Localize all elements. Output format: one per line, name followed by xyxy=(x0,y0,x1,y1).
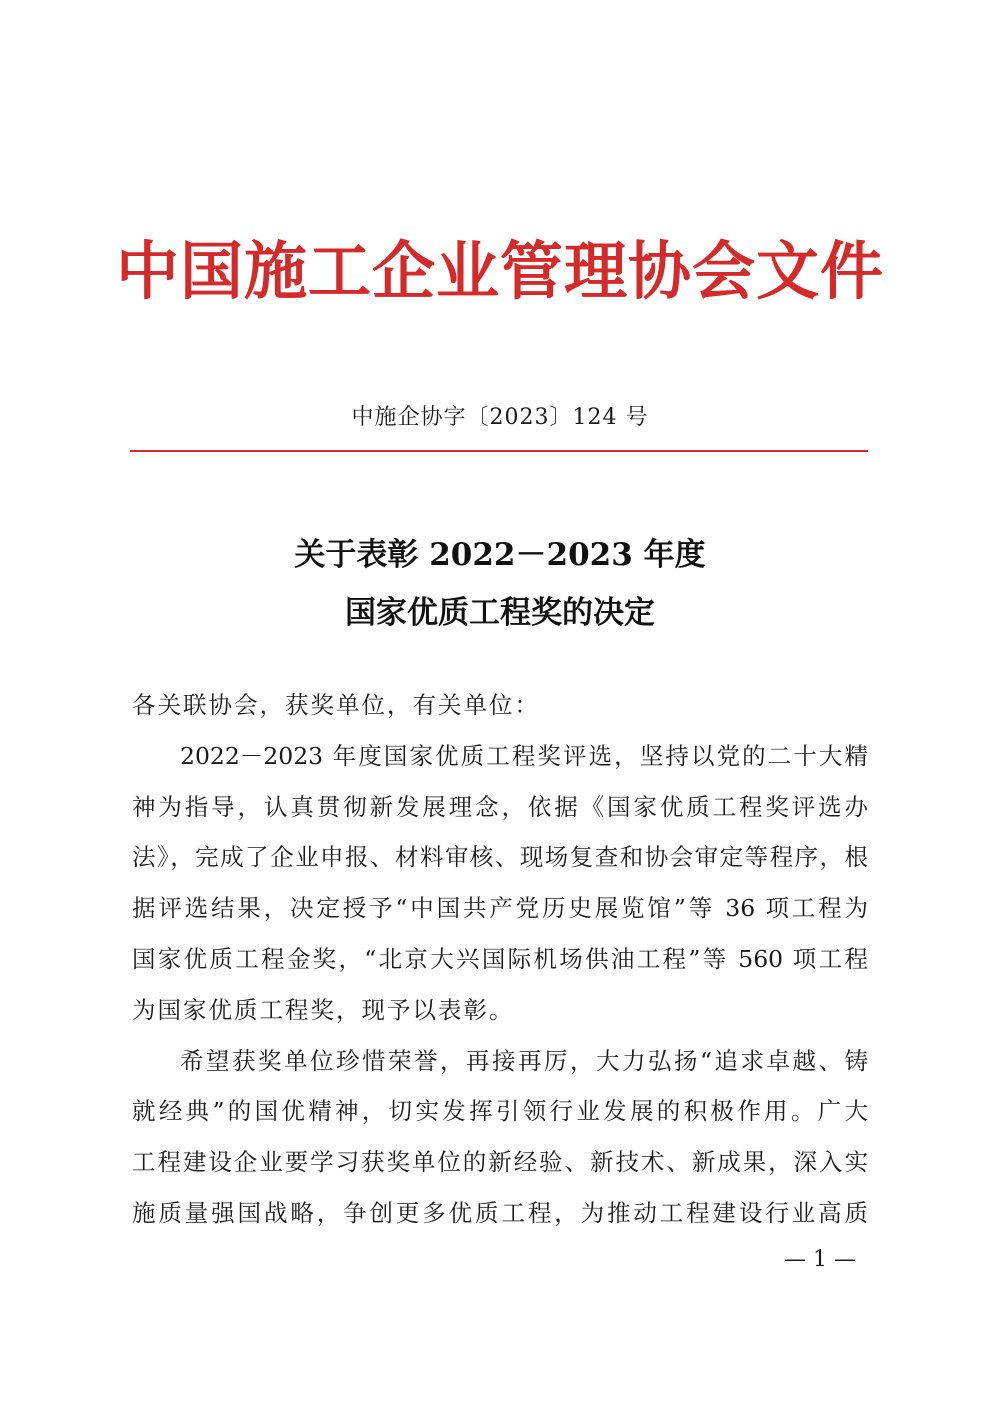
paragraph-2-line: 希望获奖单位珍惜荣誉，再接再厉，大力弘扬“追求卓越、铸 xyxy=(180,1046,868,1075)
paragraph-1-line: 据评选结果，决定授予“中国共产党历史展览馆”等 36 项工程为 xyxy=(132,894,868,923)
paragraph-1-line: 神为指导，认真贯彻新发展理念，依据《国家优质工程奖评选办 xyxy=(132,792,868,821)
document-title-line-2: 国家优质工程奖的决定 xyxy=(345,595,655,631)
document-body xyxy=(132,680,868,1239)
paragraph-2-line: 就经典”的国优精神，切实发挥引领行业发展的积极作用。广大 xyxy=(132,1097,868,1126)
salutation: 各关联协会，获奖单位，有关单位： xyxy=(132,691,540,719)
paragraph-2-line: 施质量强国战略，争创更多优质工程，为推动工程建设行业高质 xyxy=(132,1198,868,1227)
issuing-organization-title: 中国施工企业管理协会文件 xyxy=(116,234,884,308)
paragraph-1-line: 为国家优质工程奖，现予以表彰。 xyxy=(132,995,515,1024)
paragraph-1-line: 国家优质工程金奖，“北京大兴国际机场供油工程”等 560 项工程 xyxy=(132,944,868,973)
paragraph-2-line: 工程建设企业要学习获奖单位的新经验、新技术、新成果，深入实 xyxy=(132,1148,868,1177)
document-title xyxy=(0,526,1000,642)
document-title-line-1: 关于表彰 2022－2023 年度 xyxy=(294,537,706,573)
document-number: 中施企协字〔2023〕124 号 xyxy=(351,405,649,430)
page-number: — 1 — xyxy=(784,1247,856,1272)
paragraph-1-line: 法》，完成了企业申报、材料审核、现场复查和协会审定等程序，根 xyxy=(132,843,868,872)
red-separator-line xyxy=(130,450,868,452)
paragraph-1-line: 2022－2023 年度国家优质工程奖评选，坚持以党的二十大精 xyxy=(180,741,868,770)
